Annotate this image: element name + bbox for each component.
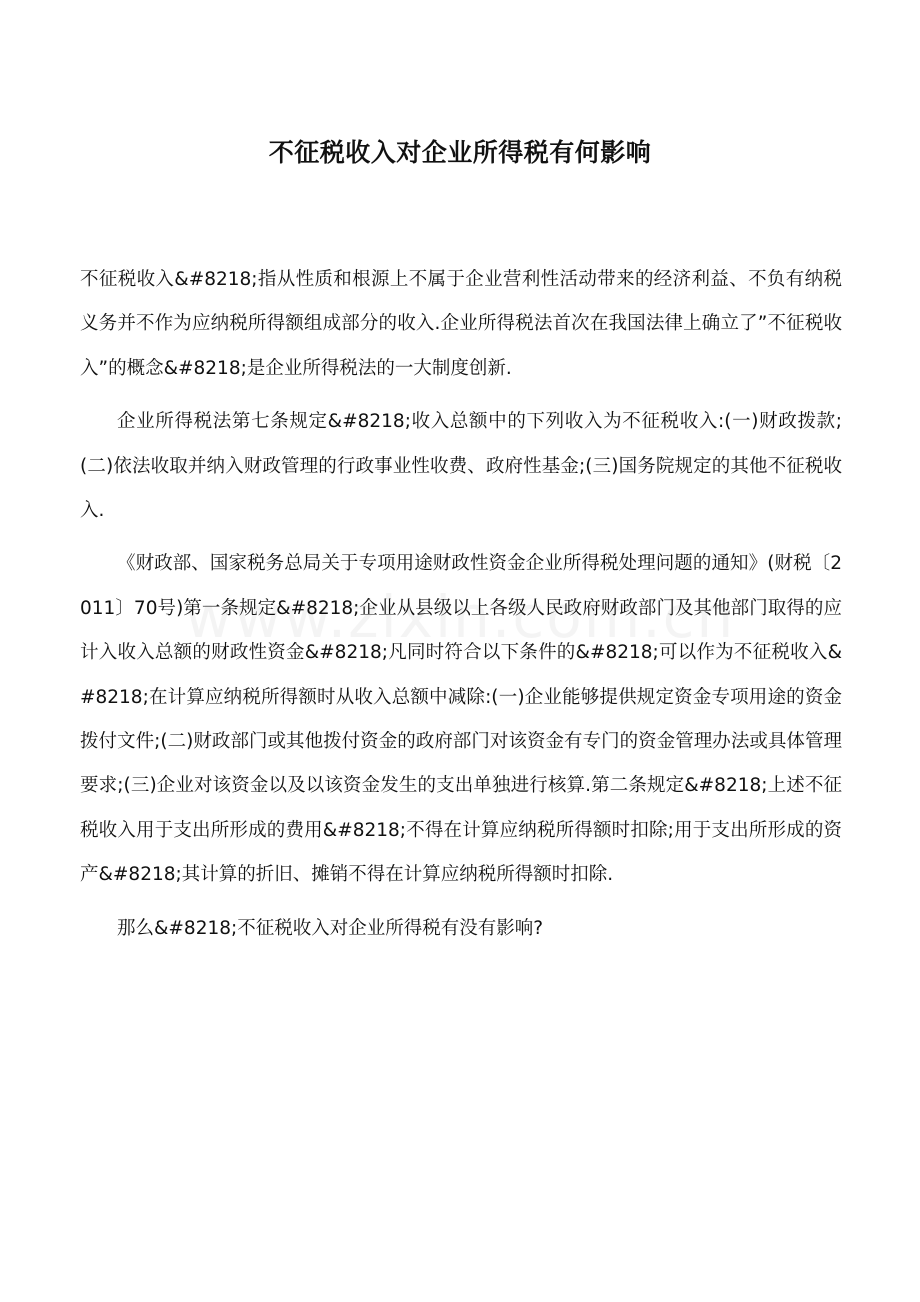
document-body — [80, 258, 842, 951]
page-title: 不征税收入对企业所得税有何影响 — [268, 137, 652, 167]
paragraph-notice-rules: 《财政部、国家税务总局关于专项用途财政性资金企业所得税处理问题的通知》(财税〔2011〕70号)第一条规定&#8218;企业从县级以上各级人民政府财政部门及其他部门取得的应计入收入总额的财政性资金&#8218;凡同时符合以下条件的&#8218;可以作为不征税收入&#8218;在计算应纳税所得额时从收入总额中减除:(一)企业能够提供规定资金专项用途的资金拨付文件;(二)财政部门或其他拨付资金的政府部门对该资金有专门的资金管理办法或具体管理要求;(三)企业对该资金以及以该资金发生的支出单独进行核算.第二条规定&#8218;上述不征税收入用于支出所形成的费用&#8218;不得在计算应纳税所得额时扣除;用于支出所形成的资产&#8218;其计算的折旧、摊销不得在计算应纳税所得额时扣除. — [80, 553, 842, 886]
paragraph-question: 那么&#8218;不征税收入对企业所得税有没有影响? — [117, 917, 544, 939]
paragraph-definition: 不征税收入&#8218;指从性质和根源上不属于企业营利性活动带来的经济利益、不负有纳税义务并不作为应纳税所得额组成部分的收入.企业所得税法首次在我国法律上确立了”不征税收入”的概念&#8218;是企业所得税法的一大制度创新. — [80, 269, 842, 379]
paragraph-article-seven: 企业所得税法第七条规定&#8218;收入总额中的下列收入为不征税收入:(一)财政拨款;(二)依法收取并纳入财政管理的行政事业性收费、政府性基金;(三)国务院规定的其他不征税收入. — [80, 411, 842, 522]
